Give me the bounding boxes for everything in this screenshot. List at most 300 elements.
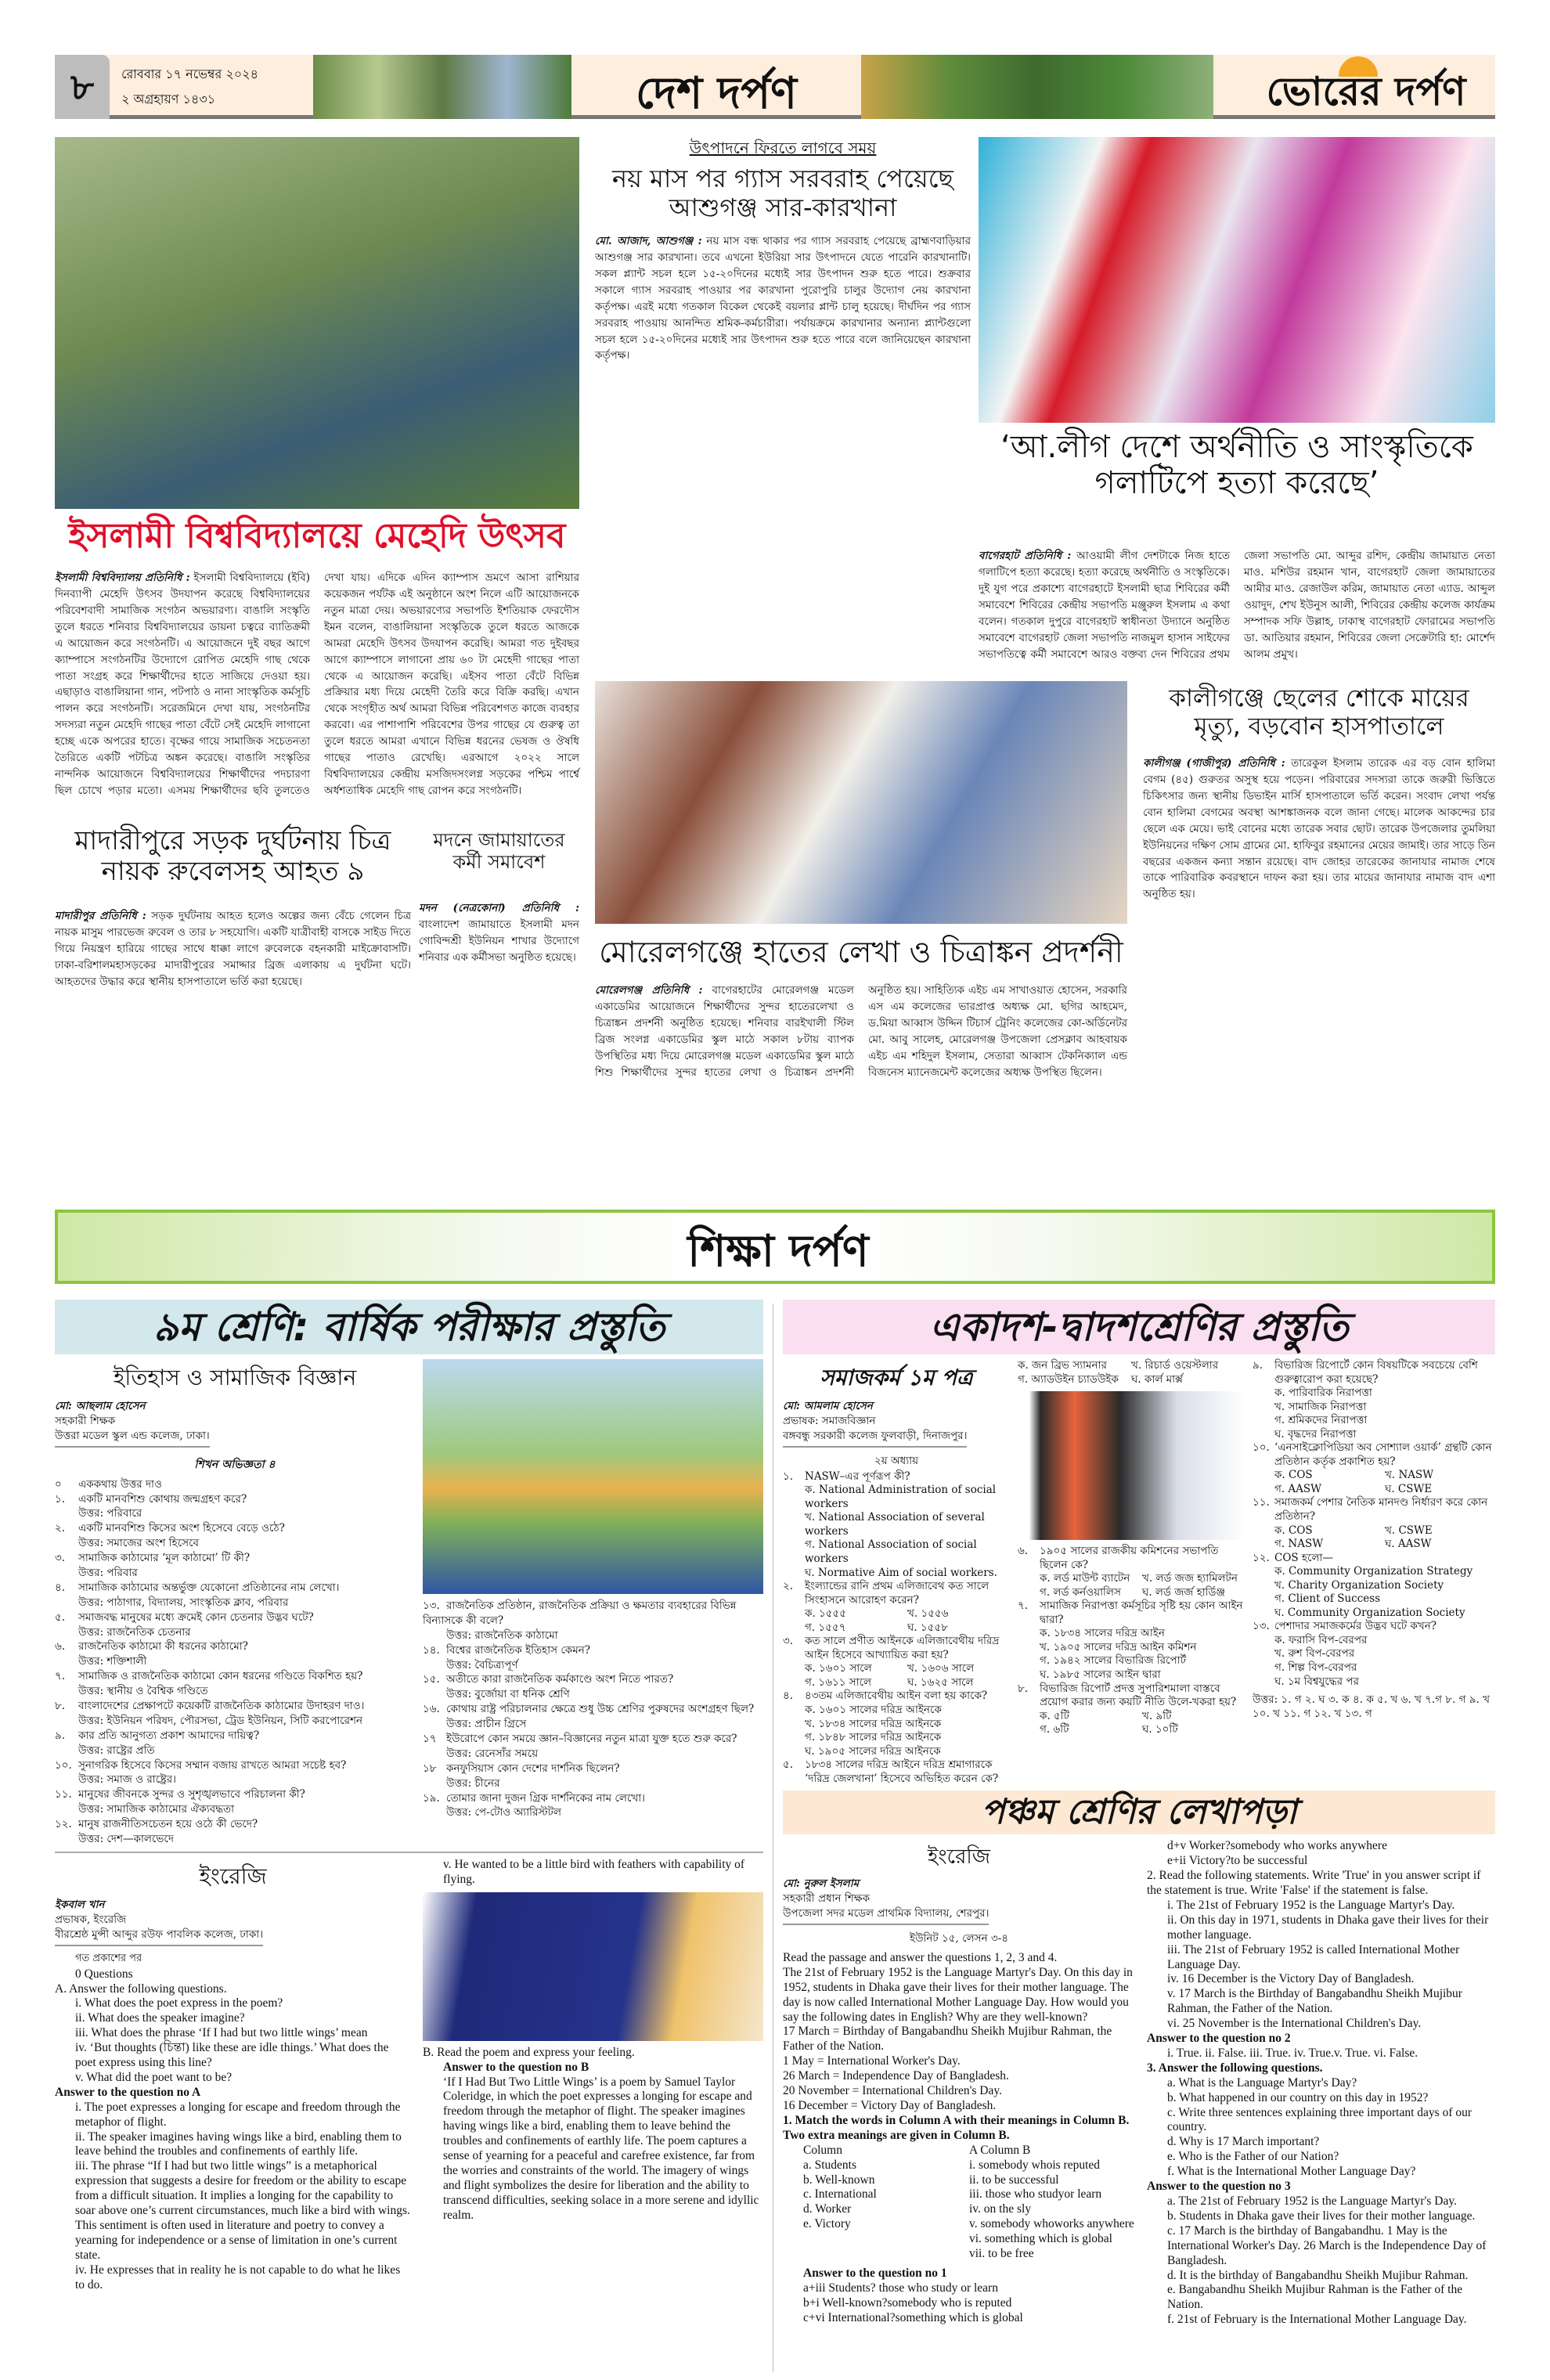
mcq-option: খ. CSWE bbox=[1385, 1524, 1433, 1537]
match-row bbox=[783, 2158, 1135, 2173]
question-item bbox=[423, 1732, 763, 1762]
text-line: 26 March = Independence Day of Bangladesh. bbox=[783, 2069, 1009, 2083]
question-number: ১০. bbox=[55, 1758, 72, 1772]
question-row bbox=[55, 1610, 415, 1625]
mcq-text: বিভারিজ রিপোর্টে কোন বিষয়টিকে সবচেয়ে বেশি গুরুত্বারোপ করা হয়েছে? bbox=[1274, 1359, 1478, 1386]
question-item bbox=[55, 1639, 415, 1669]
question-text: সামাজিক কাঠামোর ‘মূল কাঠামো’ টি কী? bbox=[78, 1552, 251, 1565]
mcq-option: খ. National Association of several workers bbox=[805, 1511, 985, 1538]
mcq-option: গ. লর্ড কর্নওয়ালিস bbox=[1040, 1585, 1121, 1599]
text-line: iv. 16 December is the Victory Day of Bangladesh. bbox=[1167, 1972, 1415, 1986]
question-row bbox=[55, 1729, 415, 1744]
article-body: বাংলাদেশ জামায়াতে ইসলামী মদন গোবিন্দশ্রী ইউনিয়ন শাখার উদ্যোগে শনিবার এক কর্মীসভা অনুষ্ঠিত হয়েছে। bbox=[419, 918, 579, 964]
text-line: c+vi International?something which is global bbox=[803, 2310, 1023, 2324]
text-line: c. Write three sentences explaining three important days of our country. bbox=[1167, 2105, 1472, 2134]
text-line: e+ii Victory?to be successful bbox=[1167, 1854, 1308, 1868]
mcq-option: ঘ. ১ম বিশ্বযুদ্ধের পর bbox=[1274, 1675, 1359, 1688]
fifth-english-right-column bbox=[1147, 1839, 1495, 2328]
mcq-item bbox=[783, 1758, 1010, 1786]
mcq-options bbox=[1253, 1634, 1495, 1689]
text-line: v. He wanted to be a little bird with feathers with capability of flying. bbox=[443, 1857, 745, 1886]
mcq-option: গ. ১৬১১ সালে bbox=[805, 1675, 872, 1689]
question-number: ৬. bbox=[55, 1640, 66, 1653]
author-name: মো: আছলাম হোসেন bbox=[55, 1400, 146, 1412]
mcq-item bbox=[1253, 1496, 1495, 1551]
mcq-question bbox=[783, 1470, 1010, 1484]
match-cell: d. Worker bbox=[803, 2202, 852, 2216]
answer-text: উত্তর: ইউনিয়ন পরিষদ, পৌরসভা, ট্রেড ইউনিয়ন, সিটি করপোরেশন bbox=[78, 1714, 363, 1727]
question-text: সুনাগরিক হিসেবে কিসের সম্মান বজায় রাখতে আমরা সচেষ্ট হব? bbox=[78, 1758, 347, 1772]
ninth-grade-right-column bbox=[423, 1359, 763, 1820]
question-row bbox=[55, 1492, 415, 1507]
text-line: d+v Worker?somebody who works anywhere bbox=[1167, 1839, 1387, 1853]
mcq-option: ক. লর্ড মাউন্ট ব্যাটেন bbox=[1040, 1572, 1130, 1585]
text-line: b. What happened in our country on this day in 1952? bbox=[1167, 2090, 1429, 2104]
question-item bbox=[55, 1551, 415, 1581]
mcq-option: খ. ৯টি bbox=[1142, 1709, 1172, 1722]
masthead-photo-strip-left bbox=[313, 55, 571, 119]
mcq-option: গ. ১৫৫৭ bbox=[805, 1621, 846, 1634]
text-line: 17 March = Birthday of Bangabandhu Sheikh Mujibur Rahman, the Father of the Nation. bbox=[783, 2025, 1112, 2054]
date-gregorian: রোববার ১৭ নভেম্বর ২০২৪ bbox=[121, 67, 258, 81]
question-item bbox=[55, 1492, 415, 1522]
mcq-option: খ. ১৯০৫ সালের দরিদ্র আইন কমিশন bbox=[1040, 1640, 1197, 1653]
text-line: B. Read the poem and express your feeling. bbox=[423, 2045, 635, 2059]
unit-title: ইউনিট ১৫, লেসন ৩-৪ bbox=[909, 1931, 1009, 1945]
question-number: ৮. bbox=[55, 1700, 66, 1713]
mcq-options bbox=[1018, 1572, 1245, 1599]
question-text: সামাজিক ও রাজনৈতিক কাঠামো কোন ধরনের গণ্ডিতে বিকশিত হয়? bbox=[78, 1670, 363, 1683]
mcq-number: ২. bbox=[783, 1580, 794, 1593]
question-text: অতীতে কারা রাজনৈতিক কর্মকাণ্ডে অংশ নিতে পারত? bbox=[446, 1673, 674, 1686]
article-body: ইসলামী বিশ্ববিদ্যালয়ে (ইবি) দিনব্যাপী মেহেদি উৎসব উদযাপন করেছে বিশ্ববিদ্যালয়ের পরিবেশবাদী সামাজিক সংগঠন অভয়ারণ্য। বাঙালি সংস্কৃতি তুলে ধরতে শনিবার বিশ্ববিদ্যালয়ের ডায়না চত্বরে ব্যাতিক্রমী এ আয়োজন করে সংগঠনটি। এ আয়োজনে দুই বছর আগে ক্যাম্পাসে সংগঠনটির উদ্যোগে রোপিত মেহেদি গাছ থেকে পাতা সংগ্রহ করে শিক্ষার্থীদের হাতে সাজিয়ে দেওয়া হয়। এছাড়াও বাঙালিয়ানা গান, পটপাঠ ও নানা সাংস্কৃতিক কর্মসূচি পালন করে সংগঠনটি। সরেজমিনে দেখা যায়, সংগঠনটির সদস্যরা নতুন মেহেদি গাছের পাতা বেঁটে সেই মেহেদি লাগানো হচ্ছে একে অপরের হাতে। বৃক্ষের গায়ে সামাজিক সচেতনতা তৈরিতে একটি পটচিত্র অঙ্কন করেছে। বাঙালি সংস্কৃতির নান্দনিক আয়োজনে বিশ্ববিদ্যালয়ের শিক্ষার্থীদের পদচারণা ছিল চোখে পড়ার মতো। এসময় শিক্ষার্থীদের ছবি তুলতেও দেখা যায়। এদিকে এদিন ক্যাম্পাস ভ্রমণে আসা রাশিয়ার কয়েকজন পর্যটক এই অনুষ্ঠানে অংশ নিলে এটি আয়োজনকে নতুন মাত্রা দেয়। অভয়ারণ্যের সভাপতি ইশতিয়াক ফেরদৌস ইমন বলেন, বাঙালিয়ানা সংস্কৃতিকে তুলে ধরতে আজকে আমরা মেহেদি উৎসব উদযাপন করেছি। আমরা গত দুইবছর আগে ক্যাম্পাসে লাগানো প্রায় ৬০ টা মেহেদী গাছের পাতা থেকে এ আয়োজন করেছি। এইসব পাতা বেঁটে বিভিন্ন প্রক্রিয়ার মধ্য দিয়ে মেহেদী তৈরি করে বিক্রি করছি। এখান থেকে সংগৃহীত অর্থ আমরা বিভিন্ন পরিবেশগত কাজে ব্যবহার করবো। এর পাশাপাশি পরিবেশের উপর গাছের যে গুরুত্ব তা তুলে ধরতে আমরা এখানে বিভিন্ন ধরনের ভেষজ ও ঔষধি গাছের পাতাও রেখেছি। এরআগে ২০২২ সালে বিশ্ববিদ্যালয়ের কেন্দ্রীয় মসজিদসংলগ্ন সড়কের পশ্চিম পার্শ্বে অর্ধশতাধিক মেহেদি গাছ রোপন করে সংগঠনটি। bbox=[55, 572, 579, 797]
ninth-english-section bbox=[55, 1858, 411, 2293]
question-row bbox=[423, 1672, 763, 1687]
mcq-option: ঘ. বৃদ্ধদের নিরাপত্তা bbox=[1274, 1427, 1357, 1441]
article-bagerhat bbox=[979, 548, 1495, 662]
question-item bbox=[423, 1791, 763, 1821]
match-row bbox=[783, 2173, 1135, 2188]
byline: বাগেরহাট প্রতিনিধি : bbox=[979, 550, 1072, 562]
mcq-question bbox=[1253, 1552, 1495, 1566]
mcq-question bbox=[783, 1635, 1010, 1662]
headline-morelganj: মোরেলগঞ্জে হাতের লেখা ও চিত্রাঙ্কন প্রদর্শনী bbox=[599, 935, 1123, 969]
mcq-text: NASW–এর পূর্ণরূপ কী? bbox=[805, 1469, 910, 1483]
author-school: বীরশ্রেষ্ঠ মুন্সী আব্দুর রউফ পাবলিক কলেজ, ঢাকা। bbox=[55, 1927, 264, 1941]
mcq-option: খ. রুশ বিপ-বেরপর bbox=[1274, 1647, 1355, 1661]
mcq-text: পেশাদার সমাজকর্মের উদ্ভব ঘটে কখন? bbox=[1274, 1620, 1437, 1633]
question-number: ৫. bbox=[55, 1610, 66, 1624]
question-item bbox=[55, 1758, 415, 1788]
mcq-list bbox=[1018, 1545, 1245, 1737]
question-text: সামাজিক কাঠামোর অন্তর্ভুক্ত যেকোনো প্রতিষ্ঠানের নাম লেখো। bbox=[78, 1581, 340, 1594]
match-cell: A Column B bbox=[969, 2143, 1031, 2157]
text-line: v. What did the poet want to be? bbox=[75, 2070, 232, 2084]
question-number: ৯. bbox=[55, 1729, 66, 1742]
subject-title: ইংরেজি bbox=[199, 1863, 267, 1889]
mcq-text: ১৮৩৪ সালের দরিদ্র আইনে দরিদ্র শ্রমাগারকে ‘দরিদ্র জেলখানা’ হিসেবে অভিহিত করেন কে? bbox=[805, 1758, 999, 1785]
author-role: প্রভাষক, ইংরেজি bbox=[55, 1913, 127, 1926]
answer-text: উত্তর: চীনের bbox=[446, 1776, 500, 1790]
text-line: i. The poet expresses a longing for escape and freedom through the metaphor of flight. bbox=[75, 2100, 401, 2129]
mcq-option: ক. জন ব্রিভ স্যামনার bbox=[1018, 1359, 1107, 1372]
question-row bbox=[423, 1762, 763, 1776]
lesson-title: শিখন অভিজ্ঞতা ৪ bbox=[194, 1458, 276, 1471]
text-line: 16 December = Victory Day of Bangladesh. bbox=[783, 2098, 997, 2112]
eleventh-grade-row bbox=[783, 1359, 1495, 1786]
ninth-grade-row bbox=[55, 1359, 763, 1847]
continued-note: গত প্রকাশের পর bbox=[75, 1952, 142, 1964]
match-cell: vi. something which is global bbox=[969, 2232, 1112, 2246]
ninth-grade-area bbox=[55, 1300, 763, 2293]
english-lines bbox=[1147, 1839, 1495, 2328]
text-line: ii. On this day in 1971, students in Dhaka gave their lives for their mother language. bbox=[1167, 1913, 1489, 1942]
mcq-number: ১. bbox=[783, 1469, 794, 1483]
match-cell: b. Well-known bbox=[803, 2173, 875, 2187]
question-row bbox=[55, 1551, 415, 1566]
mcq-question bbox=[1253, 1620, 1495, 1634]
text-line: ii. The speaker imagines having wings like a bird, enabling them to leave behind the troubles and confinements of earthly life. bbox=[75, 2129, 402, 2158]
text-line: a. The 21st of February 1952 is the Language Martyr's Day. bbox=[1167, 2194, 1457, 2208]
mcq-item bbox=[1253, 1620, 1495, 1689]
ninth-grade-history-section bbox=[55, 1359, 415, 1847]
question-item bbox=[55, 1669, 415, 1699]
text-line: Answer to the question no 3 bbox=[1147, 2180, 1291, 2194]
mcq-question bbox=[1253, 1441, 1495, 1469]
text-line: b. Students in Dhaka gave their lives for their mother language. bbox=[1167, 2209, 1476, 2223]
question-number: ১৮ bbox=[423, 1762, 437, 1775]
mcq-option: ঘ. লর্ড জর্জ হার্ডিঞ্জ bbox=[1142, 1585, 1225, 1599]
mcq-text: ‘এনসাইক্লোপিডিয়া অব সোশ্যাল ওয়ার্ক’ গ্রন্থটি কোন প্রতিষ্ঠান কর্তৃক প্রকাশিত হয়? bbox=[1274, 1441, 1492, 1468]
text-line: d. Why is 17 March important? bbox=[1167, 2135, 1320, 2149]
mcq-option: গ. অ্যাডউইন চ্যাডউইক bbox=[1018, 1372, 1119, 1386]
byline: মদন (নেত্রকোনা) প্রতিনিধি : bbox=[419, 902, 579, 914]
mcq-question bbox=[1253, 1359, 1495, 1387]
match-table bbox=[783, 2144, 1135, 2262]
answer-text: উত্তর: বৈচিত্র্যপূর্ণ bbox=[446, 1658, 518, 1671]
mcq-options bbox=[783, 1704, 1010, 1758]
question-text: মানুষের জীবনকে সুন্দর ও সুশৃঙ্খলভাবে পরিচালনা কী? bbox=[78, 1788, 305, 1801]
question-text: সমাজবদ্ধ মানুষের মধ্যে ক্রমেই কোন চেতনার উদ্ভব ঘটে? bbox=[78, 1610, 314, 1624]
subject-title: ইতিহাস ও সামাজিক বিজ্ঞান bbox=[113, 1365, 357, 1390]
question-row bbox=[55, 1521, 415, 1536]
article-madan bbox=[419, 900, 579, 966]
mcq-option: ঘ. ১৯০৫ সালের দরিদ্র আইনকে bbox=[805, 1744, 941, 1758]
mcq-number: ১০. bbox=[1253, 1441, 1270, 1455]
byline: মোরেলগঞ্জ প্রতিনিধি : bbox=[595, 984, 703, 997]
text-line: c. 17 March is the birthday of Bangabandhu. 1 May is the International Worker's Day. 26 March is the Independence Day of Bangladesh. bbox=[1167, 2223, 1487, 2267]
article-madaripur bbox=[55, 908, 411, 990]
mcq-text: ৪৩তম এলিজাবেথীয় আইন বলা হয় কাকে? bbox=[805, 1689, 988, 1703]
mcq-question bbox=[783, 1689, 1010, 1704]
headline-islamic-university: ইসলামী বিশ্ববিদ্যালয়ে মেহেদি উৎসব bbox=[68, 516, 566, 556]
question-text: রাজনৈতিক প্রতিষ্ঠান, রাজনৈতিক প্রক্রিয়া ও ক্ষমতার ব্যবহারের বিভিন্ন বিন্যাসকে কী বলে? bbox=[423, 1599, 737, 1627]
match-cell: i. somebody whois reputed bbox=[969, 2158, 1101, 2172]
mcq-option: ঘ. Normative Aim of social workers. bbox=[805, 1566, 997, 1579]
question-number: ১৭ bbox=[423, 1733, 437, 1746]
author-school: উত্তরা মডেল স্কুল এন্ড কলেজ, ঢাকা। bbox=[55, 1429, 210, 1442]
fifth-english-section bbox=[783, 1839, 1135, 2325]
mcq-number: ৫. bbox=[783, 1758, 794, 1772]
text-line: 2. Read the following statements. Write 'True' in you answer script if the statement is true. Write 'False' if the statement is false. bbox=[1147, 1869, 1481, 1897]
mcq-item bbox=[783, 1470, 1010, 1580]
illustration-teacher-student bbox=[423, 1892, 763, 2041]
text-line: d. It is the birthday of Bangabandhu Sheikh Mujibur Rahman. bbox=[1167, 2268, 1469, 2282]
english-lines bbox=[423, 2046, 763, 2223]
mcq-option: ক. COS bbox=[1274, 1524, 1313, 1537]
question-number: ২. bbox=[55, 1522, 66, 1535]
mcq-text: সমাজকর্ম পেশার নৈতিক মানদণ্ড নির্ধারণ করে কোন প্রতিষ্ঠান? bbox=[1274, 1496, 1488, 1524]
mcq-option: খ. ১৫৫৬ bbox=[907, 1607, 949, 1621]
mcq-question bbox=[783, 1758, 1010, 1786]
mcq-option: গ. ১৯৪২ সালের বিভারিজ রিপোর্ট bbox=[1040, 1654, 1186, 1668]
mcq-options bbox=[783, 1662, 1010, 1689]
article-body: তারেকুল ইসলাম তারেক এর বড় বোন হালিমা বেগম (৪৫) গুরুতর অসুস্থ হয়ে পড়েন। পরিবারের সদস্যরা তাকে জরুরী ভিত্তিতে চিকিৎসার জন্য স্থানীয় ডিভাইন মার্সি হাসপাতালে ভর্তি করেন। সংবাদ লেখা পর্যন্ত বোন হালিমা বেগমের অবস্থা আশঙ্কাজনক বলে জানা গেছে। মালেক আকন্দের চার ছেলে এক মেয়ে। ভাই বোনের মধ্যে তারেক সবার ছোট। তারেক উপজেলার তুমলিয়া ইউনিয়নের দক্ষিণ সোম গ্রামের মো. হাফিবুর রহমানের মেয়ের জামাই। তার সাড়ে তিন বছরের একজন কন্যা সন্তান রয়েছে। বাদ জোহর তারেকের জানাযার নামাজ শেষে তাকে পারিবারিক কবরস্থানে দাফন করা হয়। তার মায়ের জানাযার নামাজ বাদ এশা অনুষ্ঠিত হয়। bbox=[1143, 757, 1496, 901]
author-name: মো: আমলাম হোসেন bbox=[783, 1400, 873, 1412]
answer-text: উত্তর: পে-টোও অ্যারিস্টটল bbox=[446, 1806, 562, 1819]
mcq-number: ৯. bbox=[1253, 1359, 1263, 1372]
text-line: e. Bangabandhu Sheikh Mujibur Rahman is the Father of the Nation. bbox=[1167, 2283, 1463, 2312]
mcq-question bbox=[783, 1580, 1010, 1607]
date-bengali: ২ অগ্রহায়ণ ১৪৩১ bbox=[121, 92, 216, 106]
question-number: ১২. bbox=[55, 1818, 72, 1831]
answer-text: উত্তর: পরিবারে bbox=[78, 1507, 142, 1520]
mcq-option: ঘ. CSWE bbox=[1385, 1482, 1433, 1495]
question-text: কোথায় রাষ্ট্র পরিচালনার ক্ষেত্রে শুধু উচ্চ শ্রেণির পুরুষদের অংশগ্রহণ ছিল? bbox=[446, 1703, 755, 1716]
answer-text: উত্তর: প্রাচীন গ্রিসে bbox=[446, 1718, 527, 1731]
question-number: ৭. bbox=[55, 1670, 66, 1683]
match-cell: iii. those who studyor learn bbox=[969, 2187, 1102, 2202]
mcq-number: ৮. bbox=[1018, 1682, 1029, 1695]
text-line: 1. Match the words in Column A with their meanings in Column B. Two extra meanings are given in Column B. bbox=[783, 2113, 1130, 2142]
question-text: রাজনৈতিক কাঠামো কী ধরনের কাঠামো? bbox=[78, 1640, 248, 1653]
mcq-item bbox=[783, 1580, 1010, 1635]
mcq-number: ৬. bbox=[1018, 1545, 1029, 1558]
question-item bbox=[55, 1581, 415, 1610]
mcq-item bbox=[1253, 1359, 1495, 1441]
mcq-5-options bbox=[1018, 1359, 1245, 1387]
mcq-options bbox=[1253, 1469, 1495, 1496]
text-line: iii. The 21st of February 1952 is called International Mother Language Day. bbox=[1167, 1942, 1460, 1971]
byline: কালীগঞ্জ (গাজীপুর) প্রতিনিধি : bbox=[1143, 757, 1285, 770]
question-number: ৪. bbox=[55, 1581, 66, 1594]
question-row bbox=[55, 1699, 415, 1714]
text-line: Read the passage and answer the questions 1, 2, 3 and 4. bbox=[783, 1950, 1058, 1964]
photo-rally-speaker bbox=[979, 137, 1495, 423]
photo-mehedi-festival bbox=[55, 137, 579, 509]
article-body: নয় মাস বন্ধ থাকার পর গ্যাস সরবরাহ পেয়েছে ব্রাহ্মণবাড়িয়ার আশুগঞ্জ সার কারখানা। তবে এখনো ইউরিয়া সার উৎপাদনে যেতে পারেনি কারখানাটি। সকল প্ল্যান্ট সচল হলে ১৫-২০দিনের মধ্যেই সার উৎপাদন শুরু হতে পারে। শুক্রবার সকালে গ্যাস সরবরাহ পাওয়ার পর কারখানা পুরোপুরি চালুর উদ্যোগ নেয় কারখানা কর্তৃপক্ষ। এরই মধ্যে গতকাল বিকেল থেকেই বয়লার প্লান্ট চালু হয়েছে। দীর্ঘদিন পর গ্যাস সরবরাহ পাওয়ায় আনন্দিত শ্রমিক-কর্মচারীরা। পর্যায়ক্রমে কারখানার অন্যান্য প্ল্যান্টগুলো সচল হলে ১৫-২০দিনের মধ্যেই সার উৎপাদন শুরু হতে পারে বলে জানিয়েছেন কারখানা কর্তৃপক্ষ। bbox=[595, 235, 971, 362]
mcq-item bbox=[1018, 1682, 1245, 1737]
page-number: ৮ bbox=[55, 55, 110, 119]
eleventh-twelfth-header: একাদশ-দ্বাদশশ্রেণির প্রস্তুতি bbox=[783, 1300, 1495, 1354]
author-role: প্রভাষক: সমাজবিজ্ঞান bbox=[783, 1414, 876, 1427]
mcq-number: ১৩. bbox=[1253, 1620, 1270, 1633]
mcq-number: ১১. bbox=[1253, 1496, 1270, 1509]
english-lines bbox=[783, 2266, 1135, 2326]
education-banner-title: শিক্ষা দর্পণ bbox=[687, 1226, 869, 1277]
text-line: i. The 21st of February 1952 is the Language Martyr's Day. bbox=[1167, 1898, 1455, 1912]
mcq-option: খ. ১৮৩৪ সালের দরিদ্র আইনকে bbox=[805, 1717, 942, 1730]
mcq-options bbox=[1018, 1710, 1245, 1737]
text-line: a+iii Students? those who study or learn bbox=[803, 2281, 998, 2295]
match-cell: vii. to be free bbox=[969, 2247, 1034, 2261]
text-line: ‘If I Had But Two Little Wings’ is a poem by Samuel Taylor Coleridge, in which the poet expresses a longing for escape and freedom through the metaphor of flight. The speaker imagines having wings like a bird, enabling them to leave behind the troubles and confinements of earthly life. The poem captures a sense of yearning for a peaceful and carefree existence, far from the worries and constraints of the world. The imagery of wings and flight symbolizes the desire for liberation and the ability to transcend difficulties, seeking solace in a more serene and idyllic realm. bbox=[443, 2075, 759, 2222]
author-role: সহকারী প্রধান শিক্ষক bbox=[783, 1892, 871, 1906]
fifth-grade-row bbox=[783, 1839, 1495, 2328]
section-title: দেশ দর্পণ bbox=[635, 68, 798, 119]
mcq-text: সামাজিক নিরাপত্তা কর্মসূচির সৃষ্টি হয় কোন আইন দ্বারা? bbox=[1040, 1599, 1243, 1626]
mcq-number: ৭. bbox=[1018, 1599, 1029, 1613]
text-line: iv. ‘But thoughts (চিন্তা) like these are idle things.’ What does the poet express using this line? bbox=[75, 2041, 389, 2070]
mcq-option: ক. ১৮৩৪ সালের দরিদ্র আইন bbox=[1040, 1627, 1165, 1640]
match-cell: ii. to be successful bbox=[969, 2173, 1059, 2187]
subject-title: সমাজকর্ম ১ম পত্র bbox=[820, 1365, 973, 1390]
match-cell bbox=[803, 2232, 969, 2247]
text-line: iii. What does the phrase ‘If I had but two little wings’ mean bbox=[75, 2026, 368, 2040]
question-row bbox=[423, 1599, 763, 1628]
question-intro: ০ এককথায় উত্তর দাও bbox=[55, 1477, 162, 1491]
author-name: ইকবাল খান bbox=[55, 1898, 105, 1911]
headline-madan: মদনে জামায়াতের কর্মী সমাবেশ bbox=[433, 829, 565, 873]
english-lines bbox=[423, 1858, 763, 1888]
question-text: একটি মানবশিশু কিসের অংশ হিসেবে বেড়ে ওঠে? bbox=[78, 1522, 285, 1535]
mcq-option: গ. শিল্প বিপ-বেরপর bbox=[1274, 1661, 1357, 1675]
mcq-option: ক. ৫টি bbox=[1040, 1709, 1070, 1722]
match-cell: a. Students bbox=[803, 2158, 857, 2172]
question-row bbox=[423, 1643, 763, 1658]
english-lines bbox=[783, 1951, 1135, 2144]
ninth-grade-header: ৯ম শ্রেণি: বার্ষিক পরীক্ষার প্রস্তুতি bbox=[55, 1300, 763, 1354]
mcq-option: ক. পারিবারিক নিরাপত্তা bbox=[1274, 1387, 1372, 1400]
mcq-number: ৩. bbox=[783, 1635, 794, 1648]
article-gas-supply bbox=[595, 233, 971, 364]
mcq-options bbox=[1253, 1387, 1495, 1441]
question-item bbox=[423, 1762, 763, 1791]
text-line: Answer to the question no A bbox=[55, 2085, 201, 2099]
mcq-list-right bbox=[1253, 1359, 1495, 1721]
answer-text: উত্তর: স্থানীয় ও বৈশ্বিক গণ্ডিতে bbox=[78, 1685, 208, 1698]
question-row bbox=[423, 1791, 763, 1806]
author-block bbox=[783, 1877, 989, 1925]
mcq-option: গ. ৬টি bbox=[1040, 1723, 1069, 1736]
headline-kaliganj: কালীগঞ্জে ছেলের শোকে মায়ের মৃত্যু, বড়বোন হাসপাতালে bbox=[1169, 684, 1469, 741]
mcq-item bbox=[1253, 1441, 1495, 1496]
education-banner bbox=[55, 1210, 1495, 1284]
text-line: 0 Questions bbox=[75, 1967, 133, 1981]
mcq-option: গ. ১৮৪৮ সালের দরিদ্র আইনকে bbox=[805, 1731, 942, 1744]
mcq-text: ১৯০৫ সালের রাজকীয় কমিশনের সভাপতি ছিলেন কে? bbox=[1040, 1545, 1219, 1571]
mcq-number: ১২. bbox=[1253, 1551, 1270, 1564]
mcq-option: গ. NASW bbox=[1274, 1538, 1324, 1551]
mcq-option: ক. ১৫৫৫ bbox=[805, 1607, 847, 1621]
photo-art-exhibition bbox=[595, 681, 1127, 924]
question-text: ইউরোপে কোন সময়ে জ্ঞান–বিজ্ঞানের নতুন মাত্রা যুক্ত হতে শুরু করে? bbox=[446, 1733, 737, 1746]
answer-text: উত্তর: সমাজের অংশ হিসেবে bbox=[78, 1537, 200, 1550]
question-text: কনফুসিয়াস কোন দেশের দার্শনিক ছিলেন? bbox=[446, 1762, 620, 1775]
question-row bbox=[55, 1669, 415, 1684]
question-text: তোমার জানা দুজন গ্রিক দার্শনিকের নাম লেখো। bbox=[446, 1791, 645, 1805]
text-line: A. Answer the following questions. bbox=[55, 1982, 227, 1996]
question-row bbox=[55, 1758, 415, 1773]
article-kaliganj bbox=[1143, 755, 1495, 903]
social-work-middle-column bbox=[1018, 1359, 1245, 1737]
question-number: ১৪. bbox=[423, 1643, 440, 1657]
ninth-english-right-column bbox=[423, 1858, 763, 2223]
question-number: ১৯. bbox=[423, 1791, 440, 1805]
headline-gas-supply: নয় মাস পর গ্যাস সরবরাহ পেয়েছে আশুগঞ্জ সার-কারখানা bbox=[612, 164, 953, 222]
answer-text: উত্তর: পরিবার bbox=[78, 1567, 138, 1580]
author-school: উপজেলা সদর মডেল প্রাথমিক বিদ্যালয়, শেরপুর। bbox=[783, 1907, 989, 1920]
fifth-grade-header: পঞ্চম শ্রেণির লেখাপড়া bbox=[783, 1790, 1495, 1834]
author-name: মো: নুরুল ইসলাম bbox=[783, 1877, 860, 1891]
text-line: e. Who is the Father of our Nation? bbox=[1167, 2150, 1339, 2164]
match-cell: c. International bbox=[803, 2187, 877, 2202]
mcq-options bbox=[1018, 1627, 1245, 1682]
text-line: i. True. ii. False. iii. True. iv. True.v. True. vi. False. bbox=[1167, 2046, 1418, 2060]
match-cell: Column bbox=[803, 2143, 842, 2157]
mcq-item bbox=[783, 1635, 1010, 1689]
kicker-gas: উৎপাদনে ফিরতে লাগবে সময় bbox=[689, 139, 877, 157]
answer-text: উত্তর: পাঠাগার, বিদ্যালয়, সাংস্কৃতিক ক্লাব, পরিবার bbox=[78, 1596, 289, 1609]
mcq-item bbox=[1253, 1552, 1495, 1621]
mcq-text: বিভারিজ রিপোর্ট প্রদত্ত সুপারিশমালা বাস্তবে প্রয়োগ করার জন্য কয়টি নীতি উলে-খকরা হয়? bbox=[1040, 1682, 1237, 1709]
mcq-item bbox=[1018, 1545, 1245, 1599]
question-item bbox=[55, 1729, 415, 1758]
author-block bbox=[783, 1399, 967, 1448]
mcq-option: খ. সামাজিক নিরাপত্তা bbox=[1274, 1400, 1367, 1413]
masthead-photo-strip-right bbox=[861, 55, 1213, 119]
mcq-option: খ. NASW bbox=[1385, 1469, 1434, 1482]
author-block bbox=[55, 1898, 263, 1946]
text-line: vi. 25 November is the International Children's Day. bbox=[1167, 2017, 1422, 2031]
match-row bbox=[783, 2232, 1135, 2247]
question-number: ১৫. bbox=[423, 1673, 440, 1686]
question-number: ১৬. bbox=[423, 1703, 440, 1716]
match-row bbox=[783, 2202, 1135, 2217]
author-role: সহকারী শিক্ষক bbox=[55, 1414, 116, 1427]
mcq-option: গ. শ্রমিকদের নিরাপত্তা bbox=[1274, 1414, 1368, 1427]
match-row bbox=[783, 2144, 1135, 2158]
text-line: 3. Answer the following questions. bbox=[1147, 2061, 1323, 2075]
mcq-question bbox=[1018, 1682, 1245, 1710]
question-item bbox=[423, 1599, 763, 1643]
mcq-option: ক. ১৬০১ সালে bbox=[805, 1662, 872, 1675]
answer-text: উত্তর: দেশ—কালভেদে bbox=[78, 1833, 174, 1846]
question-text: মানুষ রাজনীতিসচেতন হয়ে ওঠে কী ভেদে? bbox=[78, 1818, 258, 1831]
answer-text: উত্তর: রাষ্ট্রের প্রতি bbox=[78, 1744, 155, 1757]
text-line: Answer to the question no 1 bbox=[803, 2266, 947, 2280]
question-list-continued bbox=[423, 1599, 763, 1820]
mcq-options bbox=[1253, 1565, 1495, 1620]
text-line: Answer to the question no B bbox=[443, 2060, 589, 2074]
match-cell: e. Victory bbox=[803, 2217, 851, 2231]
mcq-list bbox=[783, 1470, 1010, 1787]
article-islamic-university bbox=[55, 570, 579, 799]
mcq-item bbox=[783, 1689, 1010, 1758]
byline: মো. আজাদ, আশুগঞ্জ : bbox=[595, 235, 702, 247]
mcq-list bbox=[1253, 1359, 1495, 1689]
text-line: 20 November = International Children's Day. bbox=[783, 2084, 1002, 2098]
question-text: কার প্রতি আনুগত্য প্রকাশ আমাদের দায়িত্ব? bbox=[78, 1729, 260, 1742]
chapter-title: ২য় অধ্যায় bbox=[874, 1454, 919, 1467]
question-row bbox=[55, 1639, 415, 1654]
question-number: ১. bbox=[55, 1492, 66, 1506]
text-line: a. What is the Language Martyr's Day? bbox=[1167, 2075, 1357, 2090]
headline-al-economy: ‘আ.লীগ দেশে অর্থনীতি ও সাংস্কৃতিকে গলাটিপে হত্যা করেছে’ bbox=[1000, 429, 1473, 501]
mcq-option: ক. ১৬০১ সালের দরিদ্র আইনকে bbox=[805, 1703, 942, 1716]
question-item bbox=[423, 1672, 763, 1702]
mcq-question bbox=[1253, 1496, 1495, 1524]
